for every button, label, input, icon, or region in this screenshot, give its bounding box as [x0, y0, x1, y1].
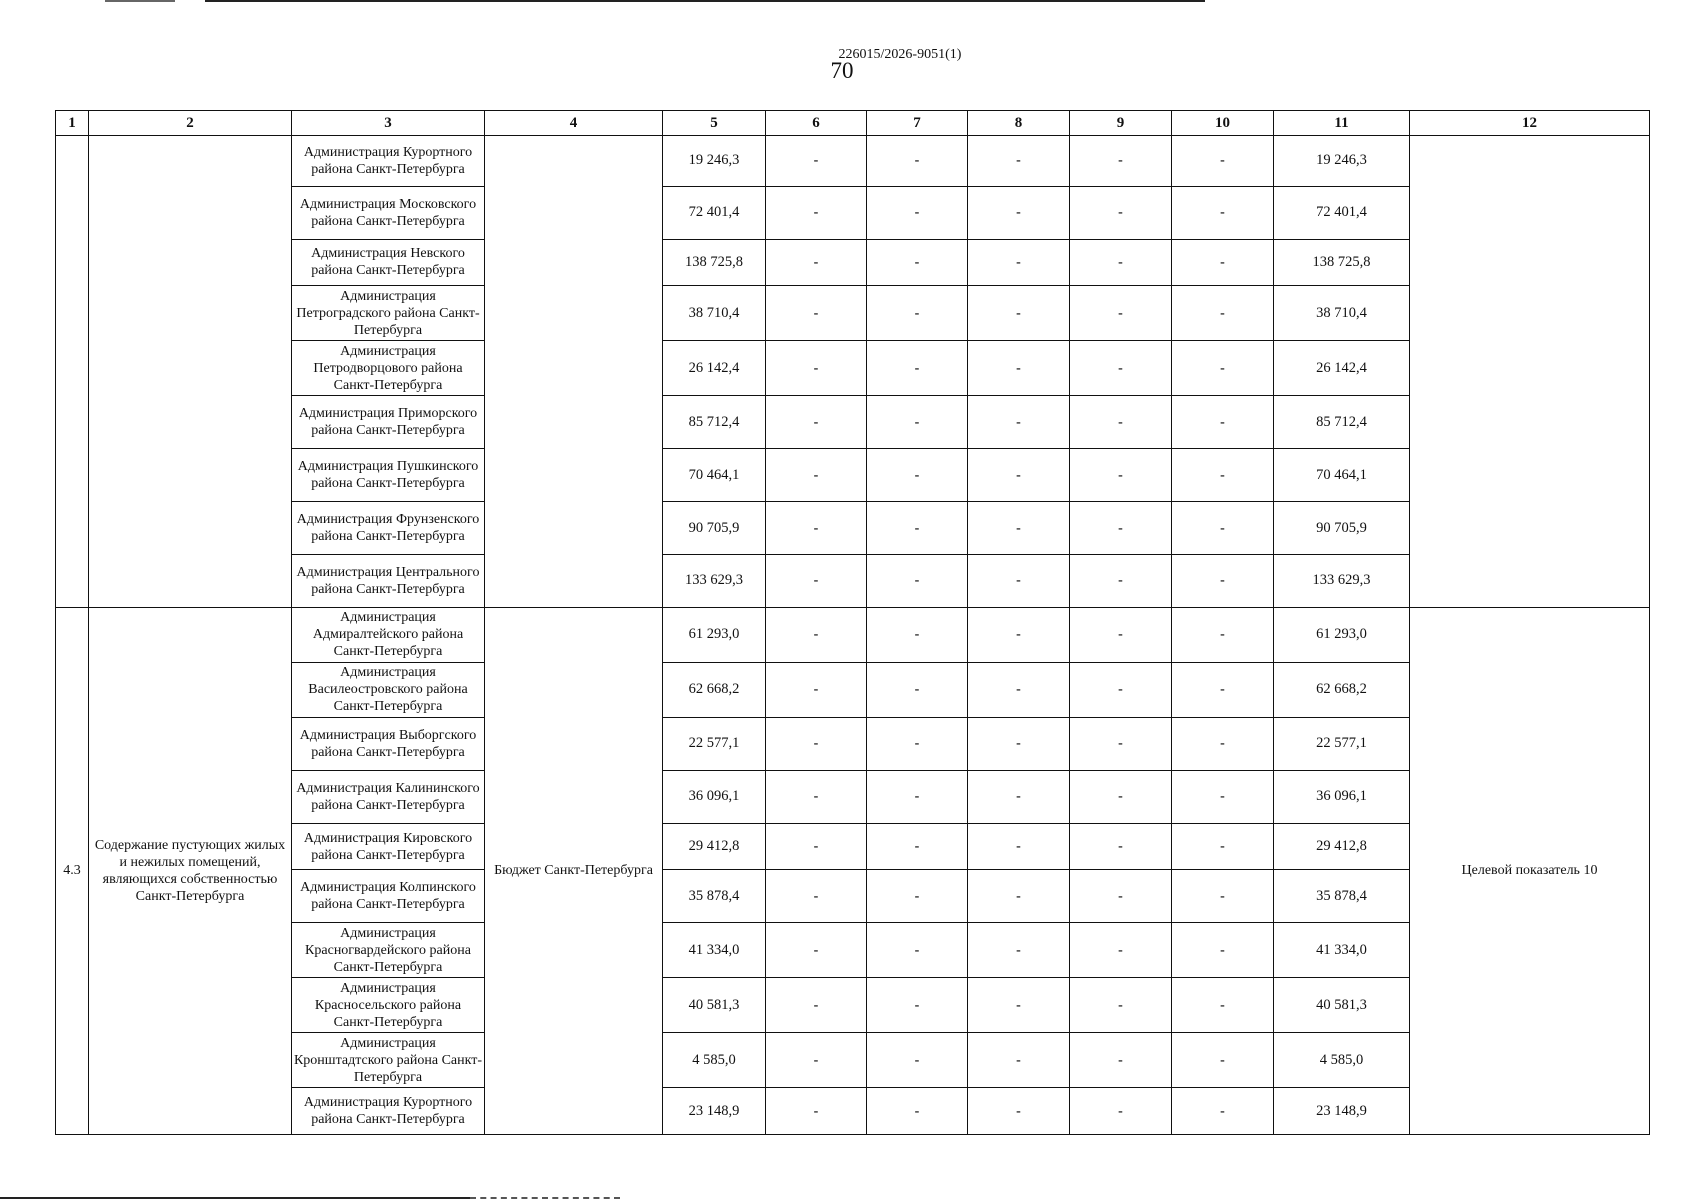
- dash-cell: -: [766, 823, 867, 870]
- dash-cell: -: [766, 717, 867, 770]
- dash-cell: -: [867, 555, 968, 608]
- dash-cell: -: [1172, 286, 1274, 341]
- dash-cell: -: [1172, 502, 1274, 555]
- value-cell: 90 705,9: [663, 502, 766, 555]
- value-cell: 138 725,8: [663, 239, 766, 286]
- dash-cell: -: [766, 1033, 867, 1088]
- dash-cell: -: [766, 396, 867, 449]
- table-row: [56, 607, 1650, 662]
- dash-cell: -: [1070, 770, 1172, 823]
- value-cell: 40 581,3: [663, 978, 766, 1033]
- total-cell: 40 581,3: [1274, 978, 1410, 1033]
- organization-cell: Администрация Колпинского района Санкт-Петербурга: [292, 870, 485, 923]
- dash-cell: -: [867, 186, 968, 239]
- organization-cell: Администрация Кировского района Санкт-Петербурга: [292, 823, 485, 870]
- total-cell: 61 293,0: [1274, 607, 1410, 662]
- dash-cell: -: [1070, 923, 1172, 978]
- dash-cell: -: [766, 1088, 867, 1135]
- dash-cell: -: [1070, 186, 1172, 239]
- dash-cell: -: [968, 136, 1070, 187]
- organization-cell: Администрация Выборгского района Санкт-Петербурга: [292, 717, 485, 770]
- value-cell: 29 412,8: [663, 823, 766, 870]
- organization-cell: Администрация Курортного района Санкт-Петербурга: [292, 1088, 485, 1135]
- dash-cell: -: [867, 1033, 968, 1088]
- dash-cell: -: [867, 823, 968, 870]
- dash-cell: -: [968, 341, 1070, 396]
- dash-cell: -: [867, 239, 968, 286]
- dash-cell: -: [867, 286, 968, 341]
- dash-cell: -: [867, 341, 968, 396]
- dash-cell: -: [1070, 341, 1172, 396]
- value-cell: 133 629,3: [663, 555, 766, 608]
- total-cell: 19 246,3: [1274, 136, 1410, 187]
- value-cell: 85 712,4: [663, 396, 766, 449]
- organization-cell: Администрация Пушкинского района Санкт-Петербурга: [292, 449, 485, 502]
- budget-table: [55, 110, 1650, 1135]
- dash-cell: -: [968, 286, 1070, 341]
- page-number: 70: [830, 58, 854, 83]
- value-cell: 41 334,0: [663, 923, 766, 978]
- dash-cell: -: [867, 136, 968, 187]
- value-cell: 26 142,4: [663, 341, 766, 396]
- dash-cell: -: [766, 770, 867, 823]
- organization-cell: Администрация Невского района Санкт-Петербурга: [292, 239, 485, 286]
- total-cell: 38 710,4: [1274, 286, 1410, 341]
- organization-cell: Администрация Центрального района Санкт-Петербурга: [292, 555, 485, 608]
- dash-cell: -: [1070, 555, 1172, 608]
- dash-cell: -: [968, 555, 1070, 608]
- dash-cell: -: [1172, 449, 1274, 502]
- total-cell: 72 401,4: [1274, 186, 1410, 239]
- dash-cell: -: [1172, 396, 1274, 449]
- dash-cell: -: [867, 770, 968, 823]
- dash-cell: -: [968, 823, 1070, 870]
- dash-cell: -: [1070, 607, 1172, 662]
- total-cell: 22 577,1: [1274, 717, 1410, 770]
- organization-cell: Администрация Петродворцового района Санкт-Петербурга: [292, 341, 485, 396]
- dash-cell: -: [1070, 396, 1172, 449]
- total-cell: 138 725,8: [1274, 239, 1410, 286]
- dash-cell: -: [968, 186, 1070, 239]
- item-number-cell: 4.3: [56, 607, 89, 1134]
- dash-cell: -: [1070, 870, 1172, 923]
- value-cell: 22 577,1: [663, 717, 766, 770]
- dash-cell: -: [968, 717, 1070, 770]
- total-cell: 70 464,1: [1274, 449, 1410, 502]
- column-header: 11: [1274, 111, 1410, 136]
- dash-cell: -: [1172, 1033, 1274, 1088]
- dash-cell: -: [867, 978, 968, 1033]
- value-cell: 36 096,1: [663, 770, 766, 823]
- organization-cell: Администрация Красногвардейского района Санкт-Петербурга: [292, 923, 485, 978]
- organization-cell: Администрация Адмиралтейского района Санкт-Петербурга: [292, 607, 485, 662]
- dash-cell: -: [1172, 136, 1274, 187]
- dash-cell: -: [968, 396, 1070, 449]
- dash-cell: -: [1172, 607, 1274, 662]
- funding-source-cell: Бюджет Санкт-Петербурга: [485, 607, 663, 1134]
- dash-cell: -: [766, 239, 867, 286]
- value-cell: 35 878,4: [663, 870, 766, 923]
- column-header: 12: [1410, 111, 1650, 136]
- organization-cell: Администрация Калининского района Санкт-Петербурга: [292, 770, 485, 823]
- column-header: 10: [1172, 111, 1274, 136]
- column-header: 2: [89, 111, 292, 136]
- total-cell: 133 629,3: [1274, 555, 1410, 608]
- dash-cell: -: [968, 239, 1070, 286]
- organization-cell: Администрация Курортного района Санкт-Петербурга: [292, 136, 485, 187]
- total-cell: 26 142,4: [1274, 341, 1410, 396]
- total-cell: 85 712,4: [1274, 396, 1410, 449]
- dash-cell: -: [1070, 978, 1172, 1033]
- organization-cell: Администрация Василеостровского района Санкт-Петербурга: [292, 662, 485, 717]
- dash-cell: -: [766, 186, 867, 239]
- value-cell: 61 293,0: [663, 607, 766, 662]
- dash-cell: -: [1172, 823, 1274, 870]
- dash-cell: -: [766, 449, 867, 502]
- dash-cell: -: [1172, 978, 1274, 1033]
- item-name-cell: [89, 136, 292, 608]
- dash-cell: -: [867, 662, 968, 717]
- column-header: 1: [56, 111, 89, 136]
- total-cell: 36 096,1: [1274, 770, 1410, 823]
- dash-cell: -: [766, 662, 867, 717]
- column-header: 5: [663, 111, 766, 136]
- column-header: 7: [867, 111, 968, 136]
- total-cell: 35 878,4: [1274, 870, 1410, 923]
- column-header: 4: [485, 111, 663, 136]
- dash-cell: -: [968, 770, 1070, 823]
- dash-cell: -: [766, 136, 867, 187]
- total-cell: 41 334,0: [1274, 923, 1410, 978]
- total-cell: 90 705,9: [1274, 502, 1410, 555]
- dash-cell: -: [968, 978, 1070, 1033]
- dash-cell: -: [1070, 662, 1172, 717]
- dash-cell: -: [766, 870, 867, 923]
- dash-cell: -: [1070, 286, 1172, 341]
- value-cell: 70 464,1: [663, 449, 766, 502]
- value-cell: 19 246,3: [663, 136, 766, 187]
- dash-cell: -: [1172, 662, 1274, 717]
- column-header: 3: [292, 111, 485, 136]
- target-indicator-cell: Целевой показатель 10: [1410, 607, 1650, 1134]
- dash-cell: -: [968, 662, 1070, 717]
- scan-artifact-line: [470, 1197, 620, 1199]
- total-cell: 4 585,0: [1274, 1033, 1410, 1088]
- dash-cell: -: [1172, 186, 1274, 239]
- dash-cell: -: [1172, 923, 1274, 978]
- organization-cell: Администрация Фрунзенского района Санкт-Петербурга: [292, 502, 485, 555]
- funding-source-cell: [485, 136, 663, 608]
- dash-cell: -: [1172, 717, 1274, 770]
- column-number-row: [56, 111, 1650, 136]
- item-name-cell: Содержание пустующих жилых и нежилых помещений, являющихся собственностью Санкт-Петербурга: [89, 607, 292, 1134]
- dash-cell: -: [766, 286, 867, 341]
- scan-artifact-line: [205, 0, 1205, 2]
- total-cell: 62 668,2: [1274, 662, 1410, 717]
- total-cell: 23 148,9: [1274, 1088, 1410, 1135]
- value-cell: 23 148,9: [663, 1088, 766, 1135]
- organization-cell: Администрация Московского района Санкт-Петербурга: [292, 186, 485, 239]
- dash-cell: -: [1070, 239, 1172, 286]
- column-header: 6: [766, 111, 867, 136]
- dash-cell: -: [867, 449, 968, 502]
- dash-cell: -: [766, 978, 867, 1033]
- dash-cell: -: [968, 607, 1070, 662]
- dash-cell: -: [968, 449, 1070, 502]
- dash-cell: -: [1172, 1088, 1274, 1135]
- dash-cell: -: [867, 607, 968, 662]
- scan-artifact-line: [0, 1197, 470, 1199]
- organization-cell: Администрация Петроградского района Санкт-Петербурга: [292, 286, 485, 341]
- dash-cell: -: [1172, 870, 1274, 923]
- value-cell: 38 710,4: [663, 286, 766, 341]
- column-header: 8: [968, 111, 1070, 136]
- dash-cell: -: [1172, 770, 1274, 823]
- dash-cell: -: [968, 502, 1070, 555]
- dash-cell: -: [766, 341, 867, 396]
- dash-cell: -: [1070, 136, 1172, 187]
- dash-cell: -: [766, 607, 867, 662]
- dash-cell: -: [766, 923, 867, 978]
- target-indicator-cell: [1410, 136, 1650, 608]
- dash-cell: -: [1172, 341, 1274, 396]
- dash-cell: -: [867, 502, 968, 555]
- dash-cell: -: [1172, 555, 1274, 608]
- dash-cell: -: [867, 717, 968, 770]
- dash-cell: -: [867, 923, 968, 978]
- value-cell: 4 585,0: [663, 1033, 766, 1088]
- table-row: [56, 136, 1650, 187]
- dash-cell: -: [867, 870, 968, 923]
- value-cell: 62 668,2: [663, 662, 766, 717]
- dash-cell: -: [1070, 1033, 1172, 1088]
- dash-cell: -: [867, 396, 968, 449]
- dash-cell: -: [968, 870, 1070, 923]
- dash-cell: -: [766, 502, 867, 555]
- dash-cell: -: [1070, 449, 1172, 502]
- organization-cell: Администрация Приморского района Санкт-Петербурга: [292, 396, 485, 449]
- dash-cell: -: [766, 555, 867, 608]
- dash-cell: -: [1172, 239, 1274, 286]
- value-cell: 72 401,4: [663, 186, 766, 239]
- dash-cell: -: [1070, 502, 1172, 555]
- column-header: 9: [1070, 111, 1172, 136]
- organization-cell: Администрация Кронштадтского района Санкт-Петербурга: [292, 1033, 485, 1088]
- dash-cell: -: [1070, 717, 1172, 770]
- dash-cell: -: [968, 1033, 1070, 1088]
- dash-cell: -: [1070, 1088, 1172, 1135]
- dash-cell: -: [968, 1088, 1070, 1135]
- dash-cell: -: [1070, 823, 1172, 870]
- dash-cell: -: [968, 923, 1070, 978]
- organization-cell: Администрация Красносельского района Санкт-Петербурга: [292, 978, 485, 1033]
- item-number-cell: [56, 136, 89, 608]
- scan-artifact-line: [105, 0, 175, 2]
- document-number: 226015/2026-9051(1): [838, 47, 962, 62]
- total-cell: 29 412,8: [1274, 823, 1410, 870]
- dash-cell: -: [867, 1088, 968, 1135]
